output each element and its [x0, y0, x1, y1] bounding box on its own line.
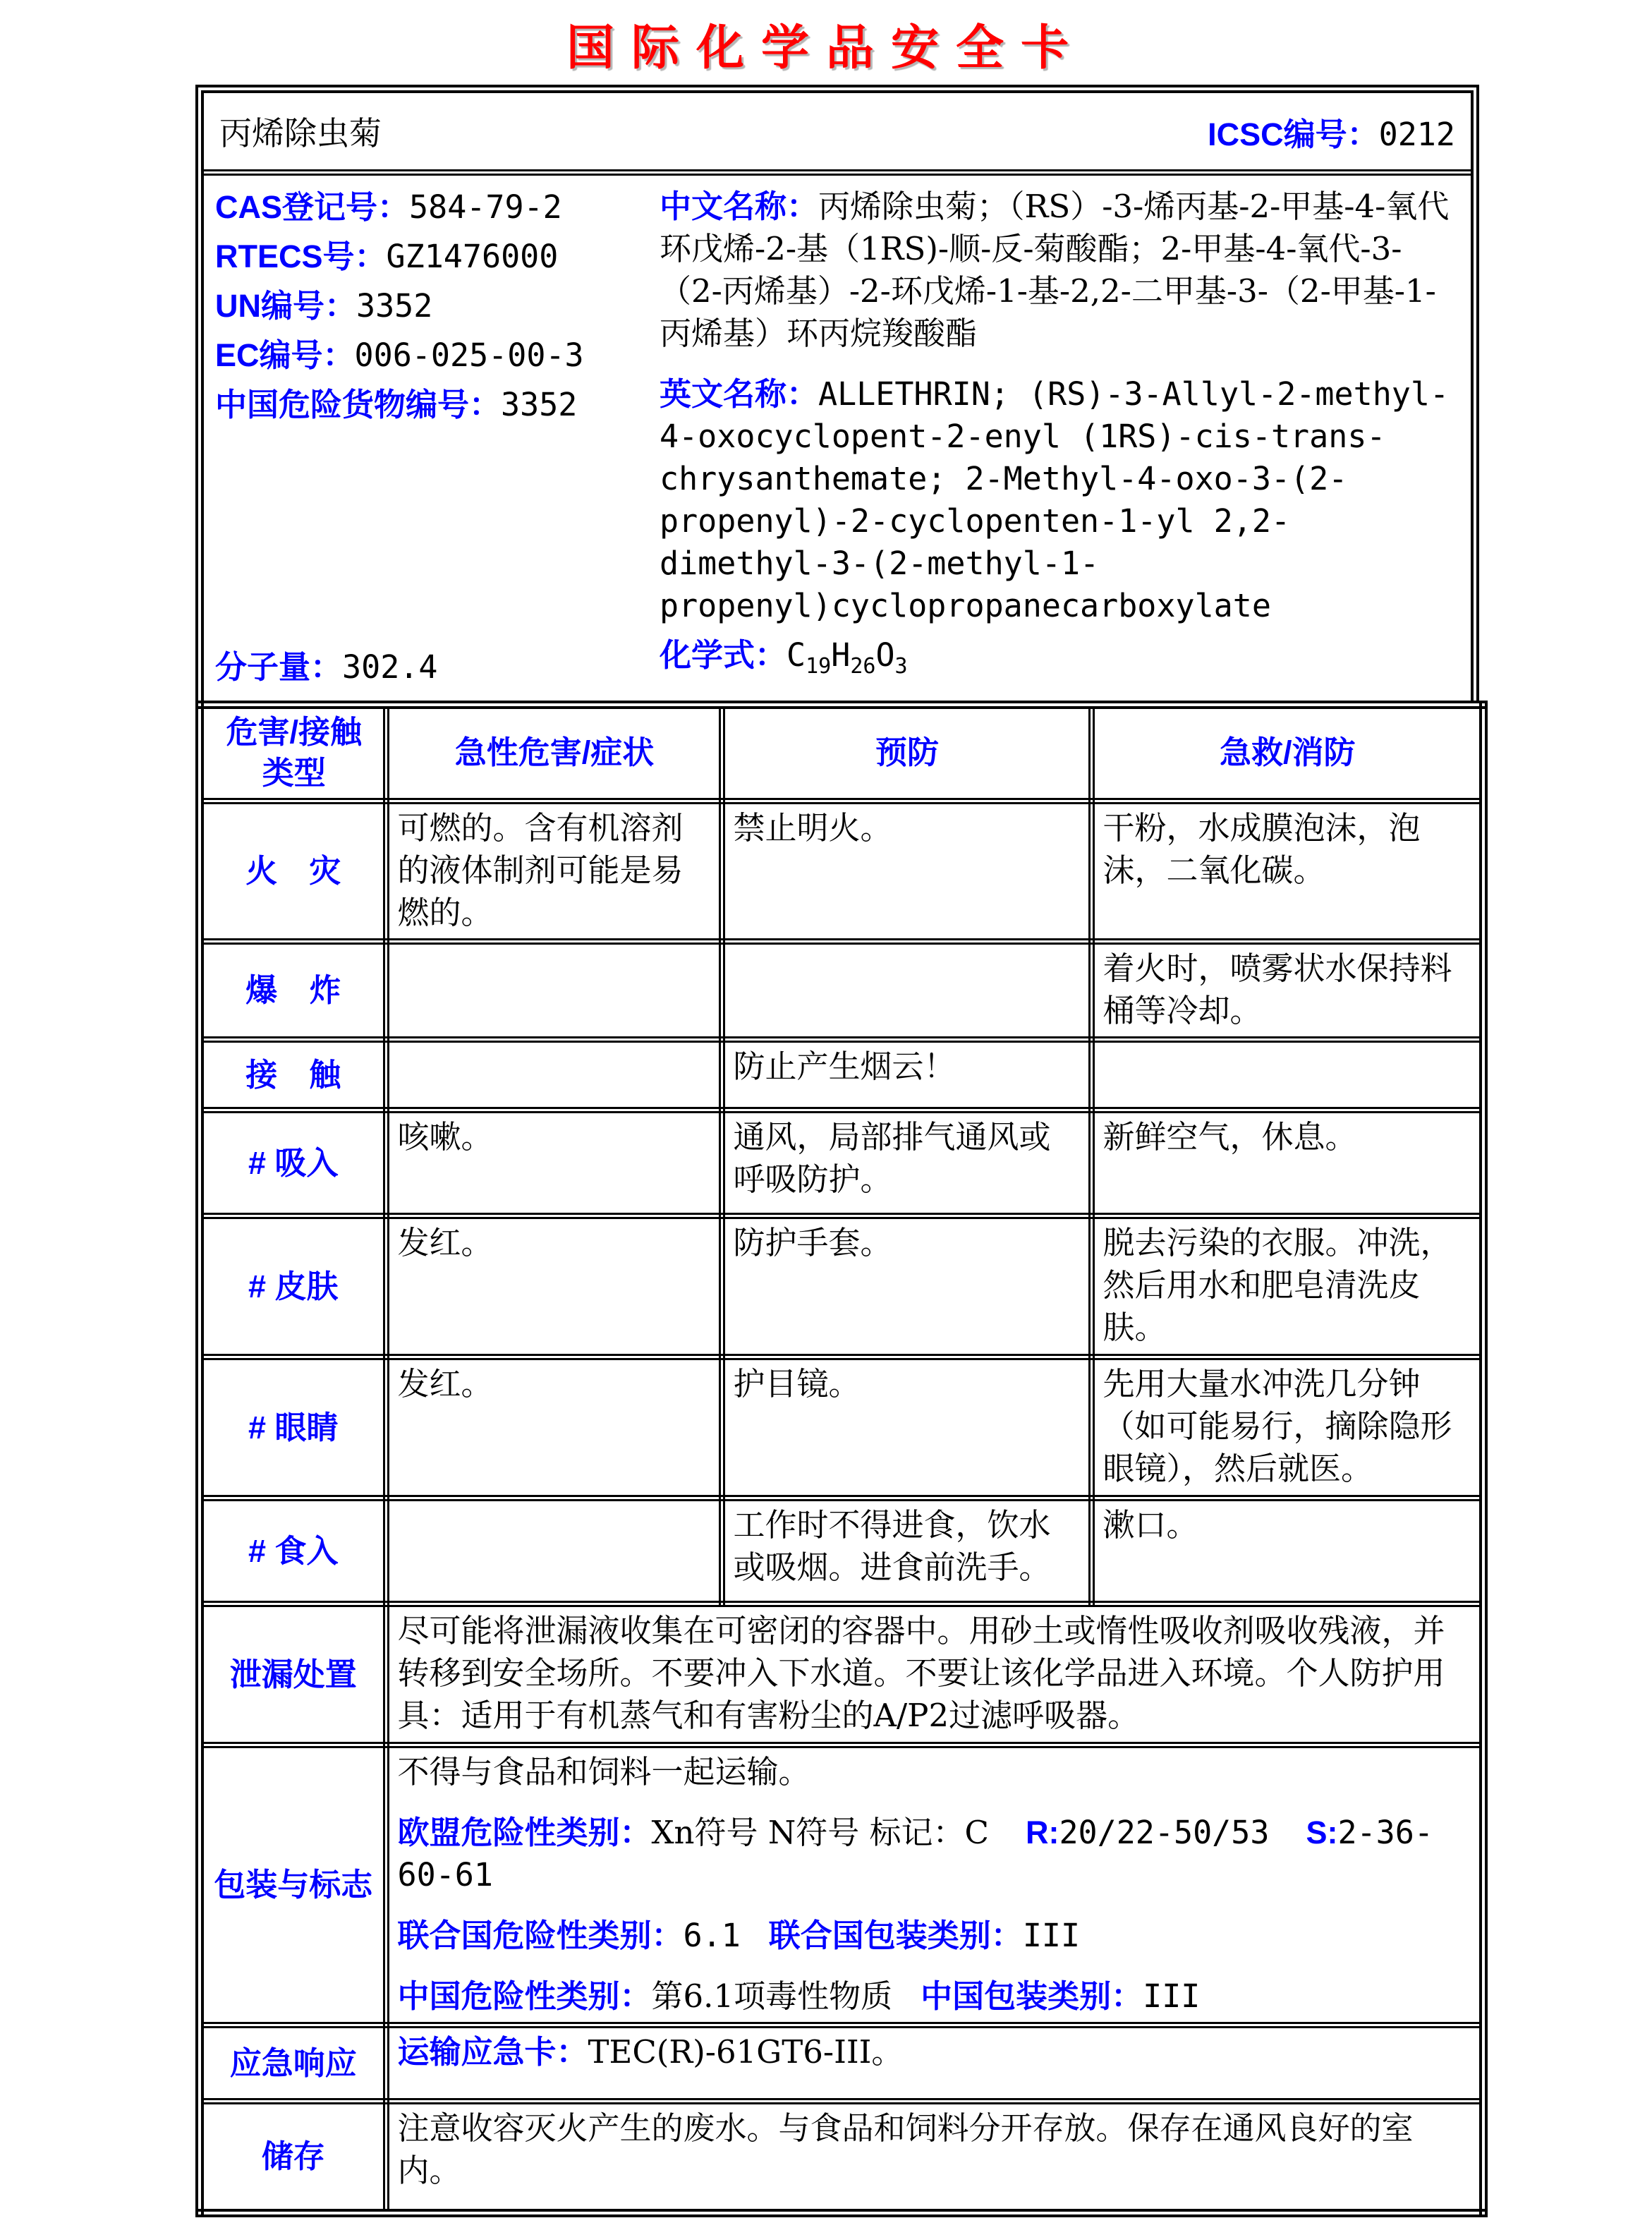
cn-class-value: 第6.1项毒性物质: [651, 1977, 893, 2015]
ec-number: [215, 334, 660, 377]
un-number-label: UN编号：: [215, 288, 356, 324]
china-dg-number-label: 中国危险货物编号：: [215, 387, 502, 423]
cell-ingestion-symptoms: [386, 1498, 722, 1604]
cell-skin-firstaid: 脱去污染的衣服。冲洗，然后用水和肥皂清洗皮肤。: [1091, 1216, 1483, 1357]
hazard-table: [195, 701, 1488, 2217]
header-firstaid: 急救/消防: [1091, 705, 1483, 801]
cell-contact-symptoms: [386, 1040, 722, 1110]
row-inhalation-label: # 吸入: [200, 1110, 386, 1216]
cell-contact-prevention: 防止产生烟云！: [722, 1040, 1091, 1110]
china-dg-number-value: 3352: [501, 386, 578, 423]
cell-fire-symptoms: 可燃的。含有机溶剂的液体制剂可能是易燃的。: [386, 801, 722, 942]
row-storage: [200, 2102, 1483, 2213]
un-class-label: 联合国危险性类别：: [397, 1917, 684, 1953]
cn-pack-value: III: [1143, 1977, 1201, 2015]
rtecs-number-value: GZ1476000: [386, 238, 559, 275]
header-symptoms: 急性危害/症状: [386, 705, 722, 801]
cell-explosion-prevention: [722, 942, 1091, 1040]
cell-spill-text: 尽可能将泄漏液收集在可密闭的容器中。用砂土或惰性吸收剂吸收残液，并转移到安全场所。不要冲入下水道。不要让该化学品进入环境。个人防护用具：适用于有机蒸气和有害粉尘的A/P2过滤呼吸器。: [386, 1604, 1483, 1745]
row-eyes-label: # 眼睛: [200, 1357, 386, 1498]
packaging-eu-class: [398, 1812, 1473, 1896]
row-spill-label: 泄漏处置: [200, 1604, 386, 1745]
china-dg-number: [215, 383, 660, 427]
hazard-table-header-row: [200, 705, 1483, 801]
row-explosion: [200, 942, 1483, 1040]
r-phrases-value: 20/22-50/53: [1059, 1814, 1270, 1851]
row-skin-label: # 皮肤: [200, 1216, 386, 1357]
chemical-formula-value: $C_{19}H_{26}O_3$: [786, 636, 908, 679]
s-phrases-value: 2-36-60-61: [397, 1814, 1433, 1893]
row-contact-label: 接 触: [200, 1040, 386, 1110]
s-phrases-label: S:: [1306, 1814, 1338, 1850]
cell-fire-firstaid: 干粉，水成膜泡沫，泡沫，二氧化碳。: [1091, 801, 1483, 942]
cell-contact-firstaid: [1091, 1040, 1483, 1110]
chinese-name-value: 丙烯除虫菊；（RS）-3-烯丙基-2-甲基-4-氧代环戊烯-2-基（1RS)-顺-反-菊酸酯；2-甲基-4-氧代-3-（2-丙烯基）-2-环戊烯-1-基-2,2-二甲基-3-（2-甲基-1-丙烯基）环丙烷羧酸酯: [660, 188, 1450, 352]
cell-inhalation-prevention: 通风，局部排气通风或呼吸防护。: [722, 1110, 1091, 1216]
eu-class-label: 欧盟危险性类别：: [397, 1814, 652, 1850]
chemical-formula: [660, 633, 1458, 689]
row-packaging: [200, 1745, 1483, 2025]
un-number-value: 3352: [356, 287, 433, 325]
card-header-row: [204, 93, 1471, 176]
row-contact: [200, 1040, 1483, 1110]
molecular-weight: [215, 646, 660, 689]
r-phrases-label: R:: [1025, 1814, 1059, 1850]
ec-number-label: EC编号：: [215, 337, 355, 373]
cell-skin-prevention: 防护手套。: [722, 1216, 1091, 1357]
cas-number: [215, 186, 660, 229]
english-name-value: ALLETHRIN; (RS)-3-Allyl-2-methyl-4-oxocyclopent-2-enyl (1RS)-cis-trans-chrysanthemate; 2-Methyl-4-oxo-3-(2-propenyl)-2-cyclopenten-1-yl 2,2-dimethyl-3-(2-methyl-1-propenyl)cyclopropanecarboxylate: [660, 375, 1450, 624]
molecular-weight-label: 分子量：: [215, 649, 343, 685]
cell-packaging: [386, 1745, 1483, 2025]
cell-explosion-firstaid: 着火时，喷雾状水保持料桶等冷却。: [1091, 942, 1483, 1040]
ec-number-value: 006-025-00-3: [354, 337, 584, 374]
row-ingestion-label: # 食入: [200, 1498, 386, 1604]
row-ingestion: [200, 1498, 1483, 1604]
substance-name: 丙烯除虫菊: [219, 114, 382, 152]
cell-fire-prevention: 禁止明火。: [722, 801, 1091, 942]
cell-emergency: [386, 2025, 1483, 2102]
cell-eyes-prevention: 护目镜。: [722, 1357, 1091, 1498]
row-skin: [200, 1216, 1483, 1357]
cell-ingestion-firstaid: 漱口。: [1091, 1498, 1483, 1604]
icsc-number: [1208, 109, 1455, 154]
un-pack-value: III: [1022, 1917, 1081, 1954]
un-number: [215, 284, 660, 328]
row-explosion-label: 爆 炸: [200, 942, 386, 1040]
rtecs-number-label: RTECS号：: [215, 238, 387, 274]
packaging-transport-note: 不得与食品和饲料一起运输。: [397, 1753, 810, 1790]
names-column: [660, 186, 1458, 689]
row-emergency: [200, 2025, 1483, 2102]
rtecs-number: [215, 235, 660, 279]
cell-inhalation-firstaid: 新鲜空气，休息。: [1091, 1110, 1483, 1216]
icsc-card: [195, 85, 1479, 2217]
un-class-value: 6.1: [683, 1917, 741, 1954]
icsc-number-value: 0212: [1378, 115, 1455, 153]
identifier-column: [215, 186, 660, 689]
cas-number-value: 584-79-2: [409, 188, 562, 226]
header-prevention: 预防: [722, 705, 1091, 801]
cas-number-label: CAS登记号：: [215, 189, 410, 225]
tec-card-label: 运输应急卡：: [397, 2034, 588, 2070]
row-eyes: [200, 1357, 1483, 1498]
cell-eyes-firstaid: 先用大量水冲洗几分钟（如可能易行，摘除隐形眼镜），然后就医。: [1091, 1357, 1483, 1498]
cell-skin-symptoms: 发红。: [386, 1216, 722, 1357]
cell-eyes-symptoms: 发红。: [386, 1357, 722, 1498]
packaging-cn-class: [398, 1975, 1473, 2018]
tec-card-value: TEC(R)-61GT6-III。: [588, 2033, 904, 2071]
chinese-name-label: 中文名称：: [660, 188, 819, 224]
identity-box: [195, 85, 1479, 701]
english-name-label: 英文名称：: [660, 376, 819, 412]
un-pack-label: 联合国包装类别：: [768, 1917, 1023, 1953]
cell-ingestion-prevention: 工作时不得进食，饮水或吸烟。进食前洗手。: [722, 1498, 1091, 1604]
cell-explosion-symptoms: [386, 942, 722, 1040]
row-spill: [200, 1604, 1483, 1745]
chemical-formula-label: 化学式：: [660, 637, 787, 673]
molecular-weight-value: 302.4: [342, 648, 438, 686]
english-name: [660, 373, 1458, 627]
cell-inhalation-symptoms: 咳嗽。: [386, 1110, 722, 1216]
cell-storage-text: 注意收容灭火产生的废水。与食品和饲料分开存放。保存在通风良好的室内。: [386, 2102, 1483, 2213]
row-fire: [200, 801, 1483, 942]
row-inhalation: [200, 1110, 1483, 1216]
identifier-row: [204, 176, 1471, 701]
eu-class-value: Xn符号 N符号 标记：C: [651, 1814, 989, 1851]
cn-pack-label: 中国包装类别：: [921, 1978, 1143, 2014]
icsc-number-label: ICSC编号：: [1208, 116, 1379, 152]
row-fire-label: 火 灾: [200, 801, 386, 942]
page-title: 国际化学品安全卡: [566, 21, 1086, 75]
header-hazard-type: 危害/接触 类型: [200, 705, 386, 801]
row-storage-label: 储存: [200, 2102, 386, 2213]
packaging-un-class: [398, 1915, 1473, 1957]
row-emergency-label: 应急响应: [200, 2025, 386, 2102]
chinese-name: [660, 186, 1458, 355]
row-packaging-label: 包装与标志: [200, 1745, 386, 2025]
cn-class-label: 中国危险性类别：: [397, 1978, 652, 2014]
